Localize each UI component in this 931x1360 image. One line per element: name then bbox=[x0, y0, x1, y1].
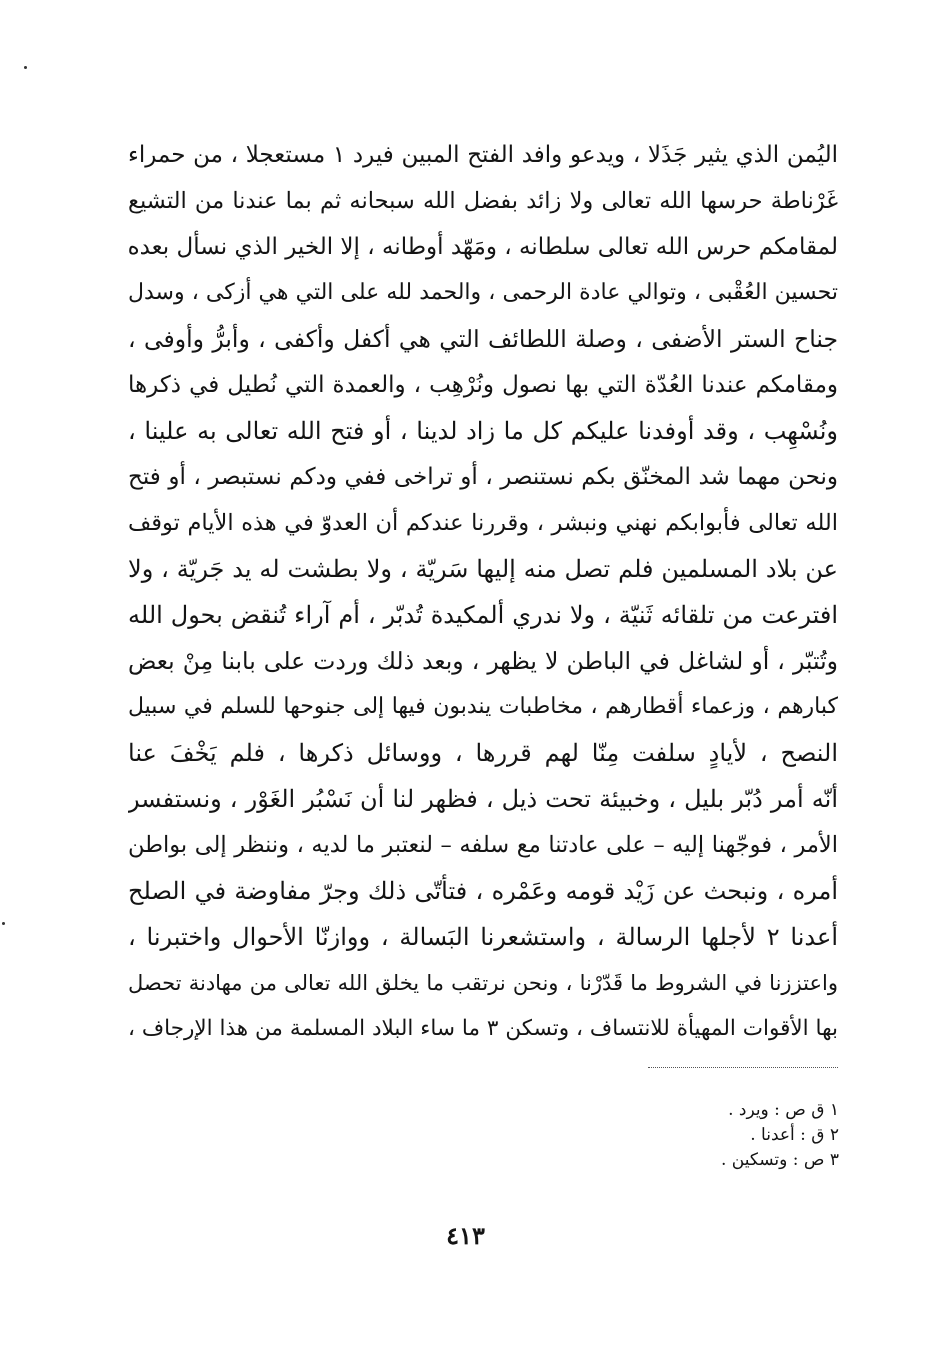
text-line: أمره ، ونبحث عن زَيْد قومه وعَمْره ، فتأتّى ذلك وجرّ مفاوضة في الصلح bbox=[128, 877, 838, 905]
footnote-separator bbox=[648, 1067, 838, 1068]
text-line: اليُمن الذي يثير جَذَلا ، ويدعو وافد الفتح المبين فيرد ١ مستعجلا ، من حمراء bbox=[128, 142, 838, 168]
text-line: غَرْناطة حرسها الله تعالى ولا زائد بفضل الله سبحانه ثم بما عندنا من التشيع bbox=[128, 188, 838, 214]
scan-speck bbox=[2, 922, 5, 925]
text-line: بها الأقوات المهيأة للانتساف ، وتسكن ٣ ما ساء البلاد المسلمة من هذا الإرجاف ، bbox=[128, 1016, 838, 1041]
text-line: وتُتبّر ، أو لشاغل في الباطن لا يظهر ، وبعد ذلك وردت على بابنا مِنْ بعض bbox=[128, 647, 838, 675]
text-line: أنّه أمر دُبّر بليل ، وخبيئة تحت ذيل ، فظهر لنا أن نَسْبُر الغَوْر ، ونستفسر bbox=[128, 785, 838, 813]
text-line: ومقامكم عندنا العُدّة التي بها نصول ونُرْهِب ، والعمدة التي نُطيل في ذكرها bbox=[128, 372, 838, 398]
text-line: الله تعالى فأبوابكم نهني ونبشر ، وقررنا عندكم أن العدوّ في هذه الأيام توقف bbox=[128, 510, 838, 536]
text-line: النصح ، لأيادٍ سلفت مِنّا لهم قررها ، ووسائل ذكرها ، فلم يَخْفَ عنا bbox=[128, 739, 838, 767]
text-line: عن بلاد المسلمين فلم تصل منه إليها سَريّة ، ولا بطشت له يد جَريّة ، ولا bbox=[128, 555, 838, 583]
text-line: جناح الستر الأضفى ، وصلة اللطائف التي هي أكفل وأكفى ، وأبرُّ وأوفى ، bbox=[128, 325, 838, 353]
text-line: لمقامكم حرس الله تعالى سلطانه ، ومَهّد أوطانه ، إلا الخير الذي نسأل بعده bbox=[128, 234, 838, 260]
text-line: افترعت من تلقائه ثَنيّة ، ولا ندري ألمكيدة تُدبّر ، أم آراء تُنقض بحول الله bbox=[128, 601, 838, 629]
text-line: أعدنا ٢ لأجلها الرسالة ، واستشعرنا البَسالة ، ووازنّا الأحوال واختبرنا ، bbox=[128, 923, 838, 951]
text-line: ونحن مهما شد المخنّق بكم نستنصر ، أو تراخى ففي ودكم نستبصر ، أو فتح bbox=[128, 464, 838, 490]
text-line: ونُسْهِب ، وقد أوفدنا عليكم كل ما زاد لدينا ، أو فتح الله تعالى به علينا ، bbox=[128, 417, 838, 445]
text-line: تحسين العُقْبى ، وتوالي عادة الرحمى ، والحمد لله على التي هي أزكى ، وسدل bbox=[128, 280, 838, 305]
main-text-block bbox=[128, 132, 838, 1052]
footnote: ١ ق ص : ويرد . bbox=[728, 1100, 839, 1120]
text-line: الأمر ، فوجّهنا إليه – على عادتنا مع سلفه – لنعتبر ما لديه ، وننظر إلى بواطن bbox=[128, 832, 838, 858]
footnotes bbox=[439, 1098, 839, 1173]
footnote: ٣ ص : وتسكين . bbox=[720, 1150, 839, 1170]
text-line: كبارهم ، وزعماء أقطارهم ، مخاطبات يندبون فيها إلى جنوحها للسلم في سبيل bbox=[128, 694, 838, 719]
text-line: واعتززنا في الشروط ما قَدّرْنا ، ونحن نرتقب ما يخلق الله تعالى من مهادنة تحصل bbox=[128, 971, 838, 995]
footnote: ٢ ق : أعدنا . bbox=[750, 1125, 839, 1145]
page-number: ٤١٣ bbox=[446, 1221, 485, 1250]
scan-speck bbox=[24, 66, 27, 69]
